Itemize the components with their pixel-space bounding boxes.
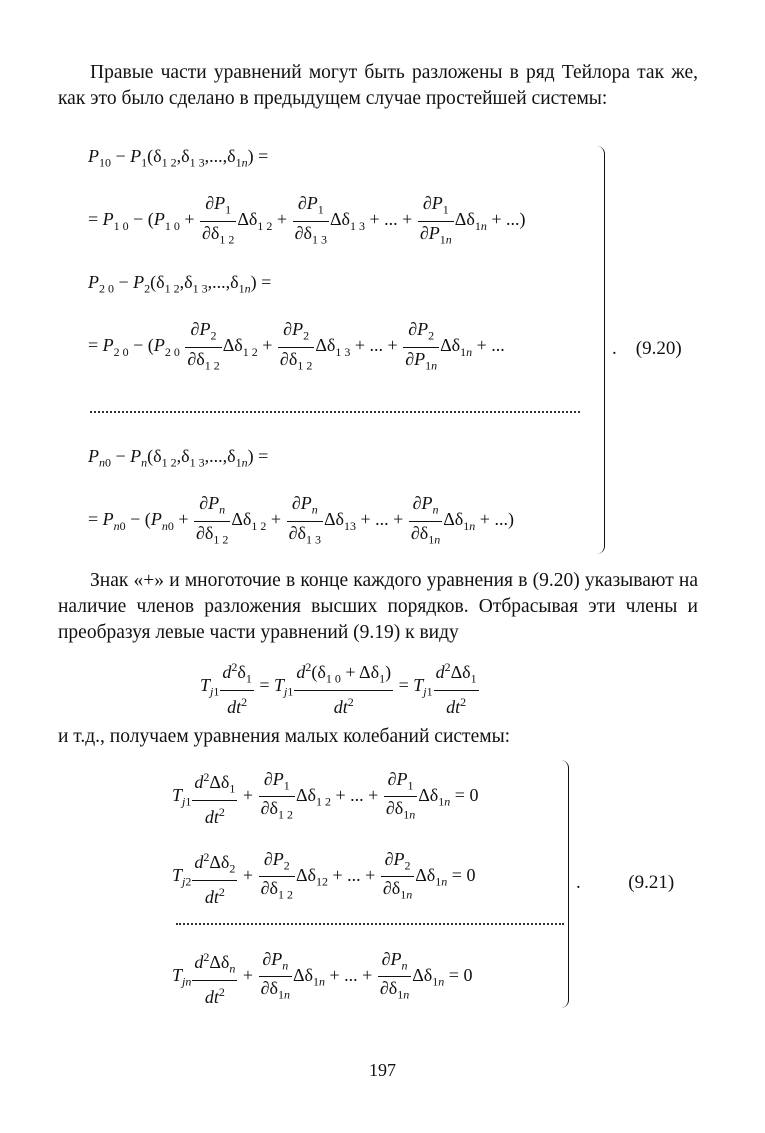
paragraph-2: Знак «+» и многоточие в конце каждого уравнения в (9.20) указывают на наличие членов разложения высших порядков. Отбрасывая эти члены и преобразуя левые части уравнений (9.19) к виду: [58, 570, 698, 643]
equation-line-6: = $P_{n0} - (P_{n0}$ + $\frac{\partial P_n}{\partial\delta_{1 2}}$ $\Delta\delta_{1 2}$ + $\frac{\partial P_n}{\partial\delta_{1 3}}$ $\Delta\delta_{13}$ + ... + $\frac{\partial P_n}{\partial\delta_{1n}}$ $\Delta\delta_{1n}$ + ...): [88, 493, 514, 547]
paragraph-1: Правые части уравнений могут быть разложены в ряд Тейлора так же, как это было сделано в предыдущем случае простейшей системы:: [58, 62, 698, 109]
equation-number-920: . (9.20): [612, 338, 682, 359]
equation-line-2: = $P_{1 0} - (P_{1 0}$ + $\frac{\partial P_1}{\partial\delta_{1 2}}$ $\Delta\delta_{1 2}$ + $\frac{\partial P_1}{\partial\delta_{1 3}}$ $\Delta\delta_{1 3}$ + ... + $\frac{\partial P_1}{\partial P_{1n}}$ $\Delta\delta_{1n}$ + ...): [88, 193, 526, 247]
dotted-separator-2: [176, 923, 564, 925]
equation-line-4: = $P_{2 0} - (P_{2 0}$ $\frac{\partial P_2}{\partial\delta_{1 2}}$ $\Delta\delta_{1 2}$ + $\frac{\partial P_2}{\partial\delta_{1 2}}$ $\Delta\delta_{1 3}$ + ... + $\frac{\partial P_2}{\partial P_{1n}}$ $\Delta\delta_{1n}$ + ...: [88, 319, 505, 373]
system-brace-2: [560, 760, 569, 1008]
paragraph-3: и т.д., получаем уравнения малых колебаний системы:: [58, 726, 511, 747]
page-number: 197: [369, 1060, 396, 1080]
equation-921-line-1: $T_{j1}$ $\frac{d^2\Delta\delta_1}{dt^2}$ + $\frac{\partial P_1}{\partial\delta_{1 2}}$ $\Delta\delta_{1 2}$ + ... + $\frac{\partial P_1}{\partial\delta_{1n}}$ $\Delta\delta_{1n} = 0$: [172, 766, 478, 828]
equation-921-line-2: $T_{j2}$ $\frac{d^2\Delta\delta_2}{dt^2}$ + $\frac{\partial P_2}{\partial\delta_{1 2}}$ $\Delta\delta_{12}$ + ... + $\frac{\partial P_2}{\partial\delta_{1n}}$ $\Delta\delta_{1n} = 0$: [172, 846, 475, 908]
equation-line-1: $P_{10} - P_1(\delta_{1 2},\delta_{1 3},...,\delta_{1n})$ =: [88, 146, 269, 170]
conversion-formula: $T_{j1}$ $\frac{d^2\delta_1}{dt^2}$ = $T_{j1}$ $\frac{d^2(\delta_{1 0} + \Delta\delta_1)}{dt^2}$ = $T_{j1}$ $\frac{d^2\Delta\delta_1}{dt^2}$: [200, 656, 480, 718]
equation-line-5: $P_{n0} - P_n(\delta_{1 2},\delta_{1 3},...,\delta_{1n})$ =: [88, 446, 269, 470]
system-brace-1: [596, 146, 605, 554]
equation-number-921: . (9.21): [576, 872, 675, 893]
equation-line-3: $P_{2 0} - P_2(\delta_{1 2},\delta_{1 3},...,\delta_{1n})$ =: [88, 272, 272, 296]
dotted-separator-1: [90, 411, 580, 413]
equation-921-line-3: $T_{jn}$ $\frac{d^2\Delta\delta_n}{dt^2}$ + $\frac{\partial P_n}{\partial\delta_{1n}}$ $\Delta\delta_{1n}$ + ... + $\frac{\partial P_n}{\partial\delta_{1n}}$ $\Delta\delta_{1n} = 0$: [172, 946, 472, 1008]
